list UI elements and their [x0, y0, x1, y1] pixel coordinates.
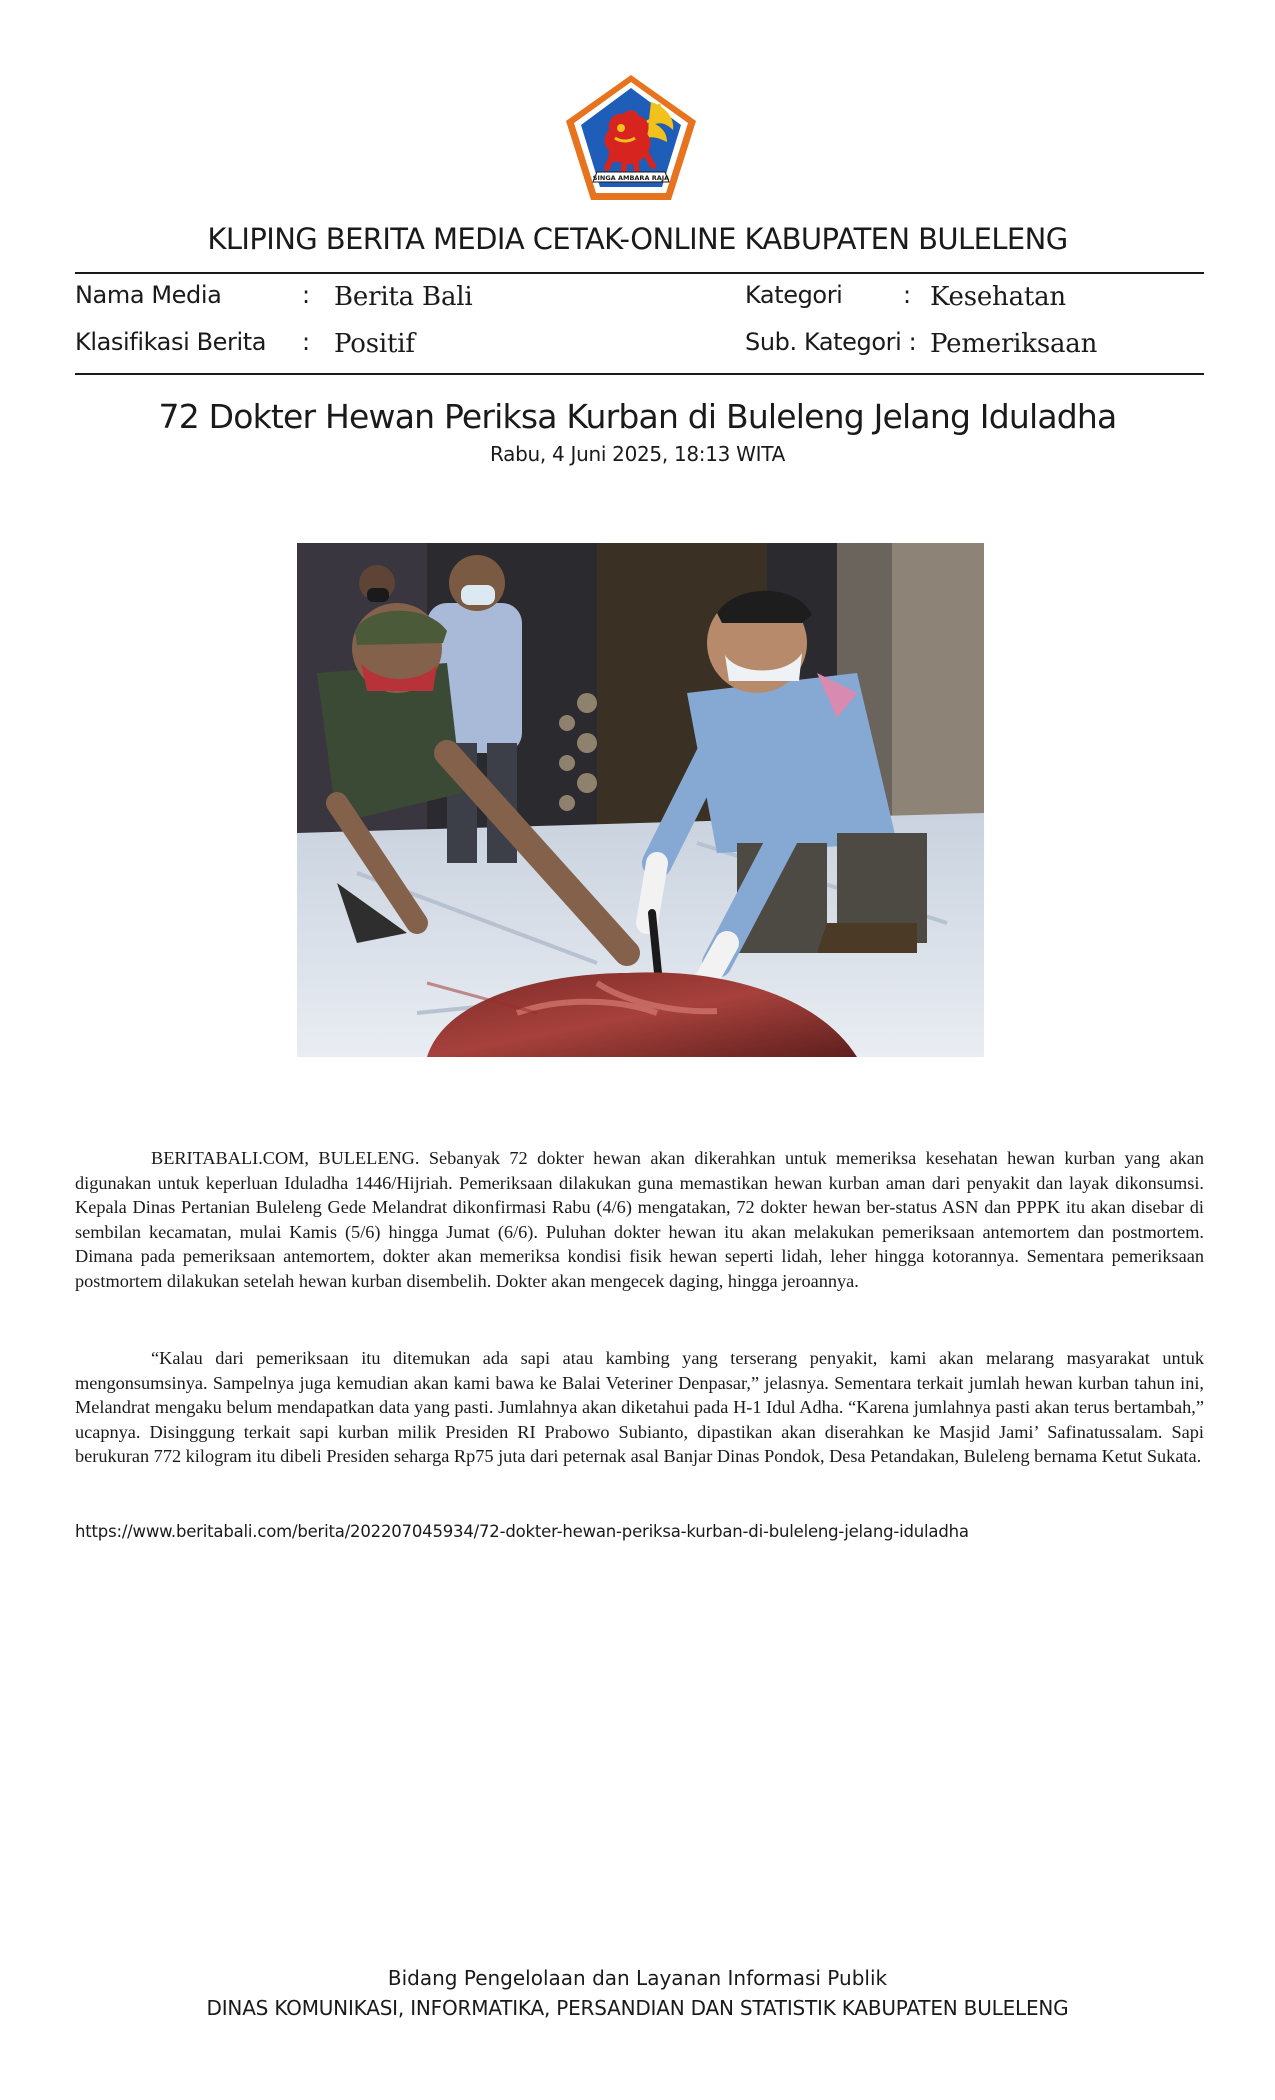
kategori-value: Kesehatan [930, 282, 1066, 312]
article-photo [297, 543, 984, 1057]
article-title: 72 Dokter Hewan Periksa Kurban di Buleleng Jelang Iduladha [158, 397, 1117, 436]
klasifikasi-colon: : [302, 328, 311, 356]
top-divider [75, 272, 1204, 274]
sub-kategori-label: Sub. Kategori : [745, 328, 917, 356]
kategori-label: Kategori [745, 281, 843, 309]
sub-kategori-value: Pemeriksaan [930, 329, 1098, 359]
nama-media-label: Nama Media [75, 281, 222, 309]
nama-media-colon: : [302, 281, 311, 309]
kabupaten-buleleng-logo [563, 72, 699, 204]
footer-agency: DINAS KOMUNIKASI, INFORMATIKA, PERSANDIAN DAN STATISTIK KABUPATEN BULELENG [206, 1996, 1069, 2020]
bottom-divider [75, 373, 1204, 375]
kategori-colon: : [903, 281, 912, 309]
article-paragraph-1: BERITABALI.COM, BULELENG. Sebanyak 72 dokter hewan akan dikerahkan untuk memeriksa kesehatan hewan kurban yang akan digunakan untuk keperluan Iduladha 1446/Hijriah. Pemeriksaan dilakukan guna memastikan hewan kurban aman dari penyakit dan layak dikonsumsi. Kepala Dinas Pertanian Buleleng Gede Melandrat dikonfirmasi Rabu (4/6) mengatakan, 72 dokter hewan ber-status ASN dan PPPK itu akan disebar di sembilan kecamatan, mulai Kamis (5/6) hingga Jumat (6/6). Puluhan dokter hewan itu akan melakukan pemeriksaan antemortem dan postmortem. Dimana pada pemeriksaan antemortem, dokter akan memeriksa kondisi fisik hewan seperti lidah, leher hingga kotorannya. Sementara pemeriksaan postmortem dilakukan setelah hewan kurban disembelih. Dokter akan mengecek daging, hingga jeroannya. [75, 1148, 1204, 1291]
footer-division: Bidang Pengelolaan dan Layanan Informasi Publik [387, 1966, 888, 1990]
nama-media-value: Berita Bali [334, 282, 473, 312]
article-paragraph-2: “Kalau dari pemeriksaan itu ditemukan ada sapi atau kambing yang terserang penyakit, kami akan melarang masyarakat untuk mengonsumsinya. Sampelnya juga kemudian akan kami bawa ke Balai Veteriner Denpasar,” jelasnya. Sementara terkait jumlah hewan kurban tahun ini, Melandrat mengaku belum mendapatkan data yang pasti. Jumlahnya akan diketahui pada H-1 Idul Adha. “Karena jumlahnya pasti akan terus bertambah,” ucapnya. Disinggung terkait sapi kurban milik Presiden RI Prabowo Subianto, dipastikan akan diserahkan ke Masjid Jami’ Safinatussalam. Sapi berukuran 772 kilogram itu dibeli Presiden seharga Rp75 juta dari peternak asal Banjar Dinas Pondok, Desa Petandakan, Buleleng bernama Ketut Sukata. [75, 1348, 1204, 1466]
article-date: Rabu, 4 Juni 2025, 18:13 WITA [490, 442, 785, 466]
klasifikasi-label: Klasifikasi Berita [75, 328, 267, 356]
klasifikasi-value: Positif [334, 329, 415, 359]
source-url[interactable]: https://www.beritabali.com/berita/202207045934/72-dokter-hewan-periksa-kurban-di-buleleng-jelang-iduladha [75, 1522, 969, 1541]
header-title: KLIPING BERITA MEDIA CETAK-ONLINE KABUPATEN BULELENG [207, 222, 1068, 256]
logo-motto: SINGA AMBARA RAJA [592, 174, 670, 182]
